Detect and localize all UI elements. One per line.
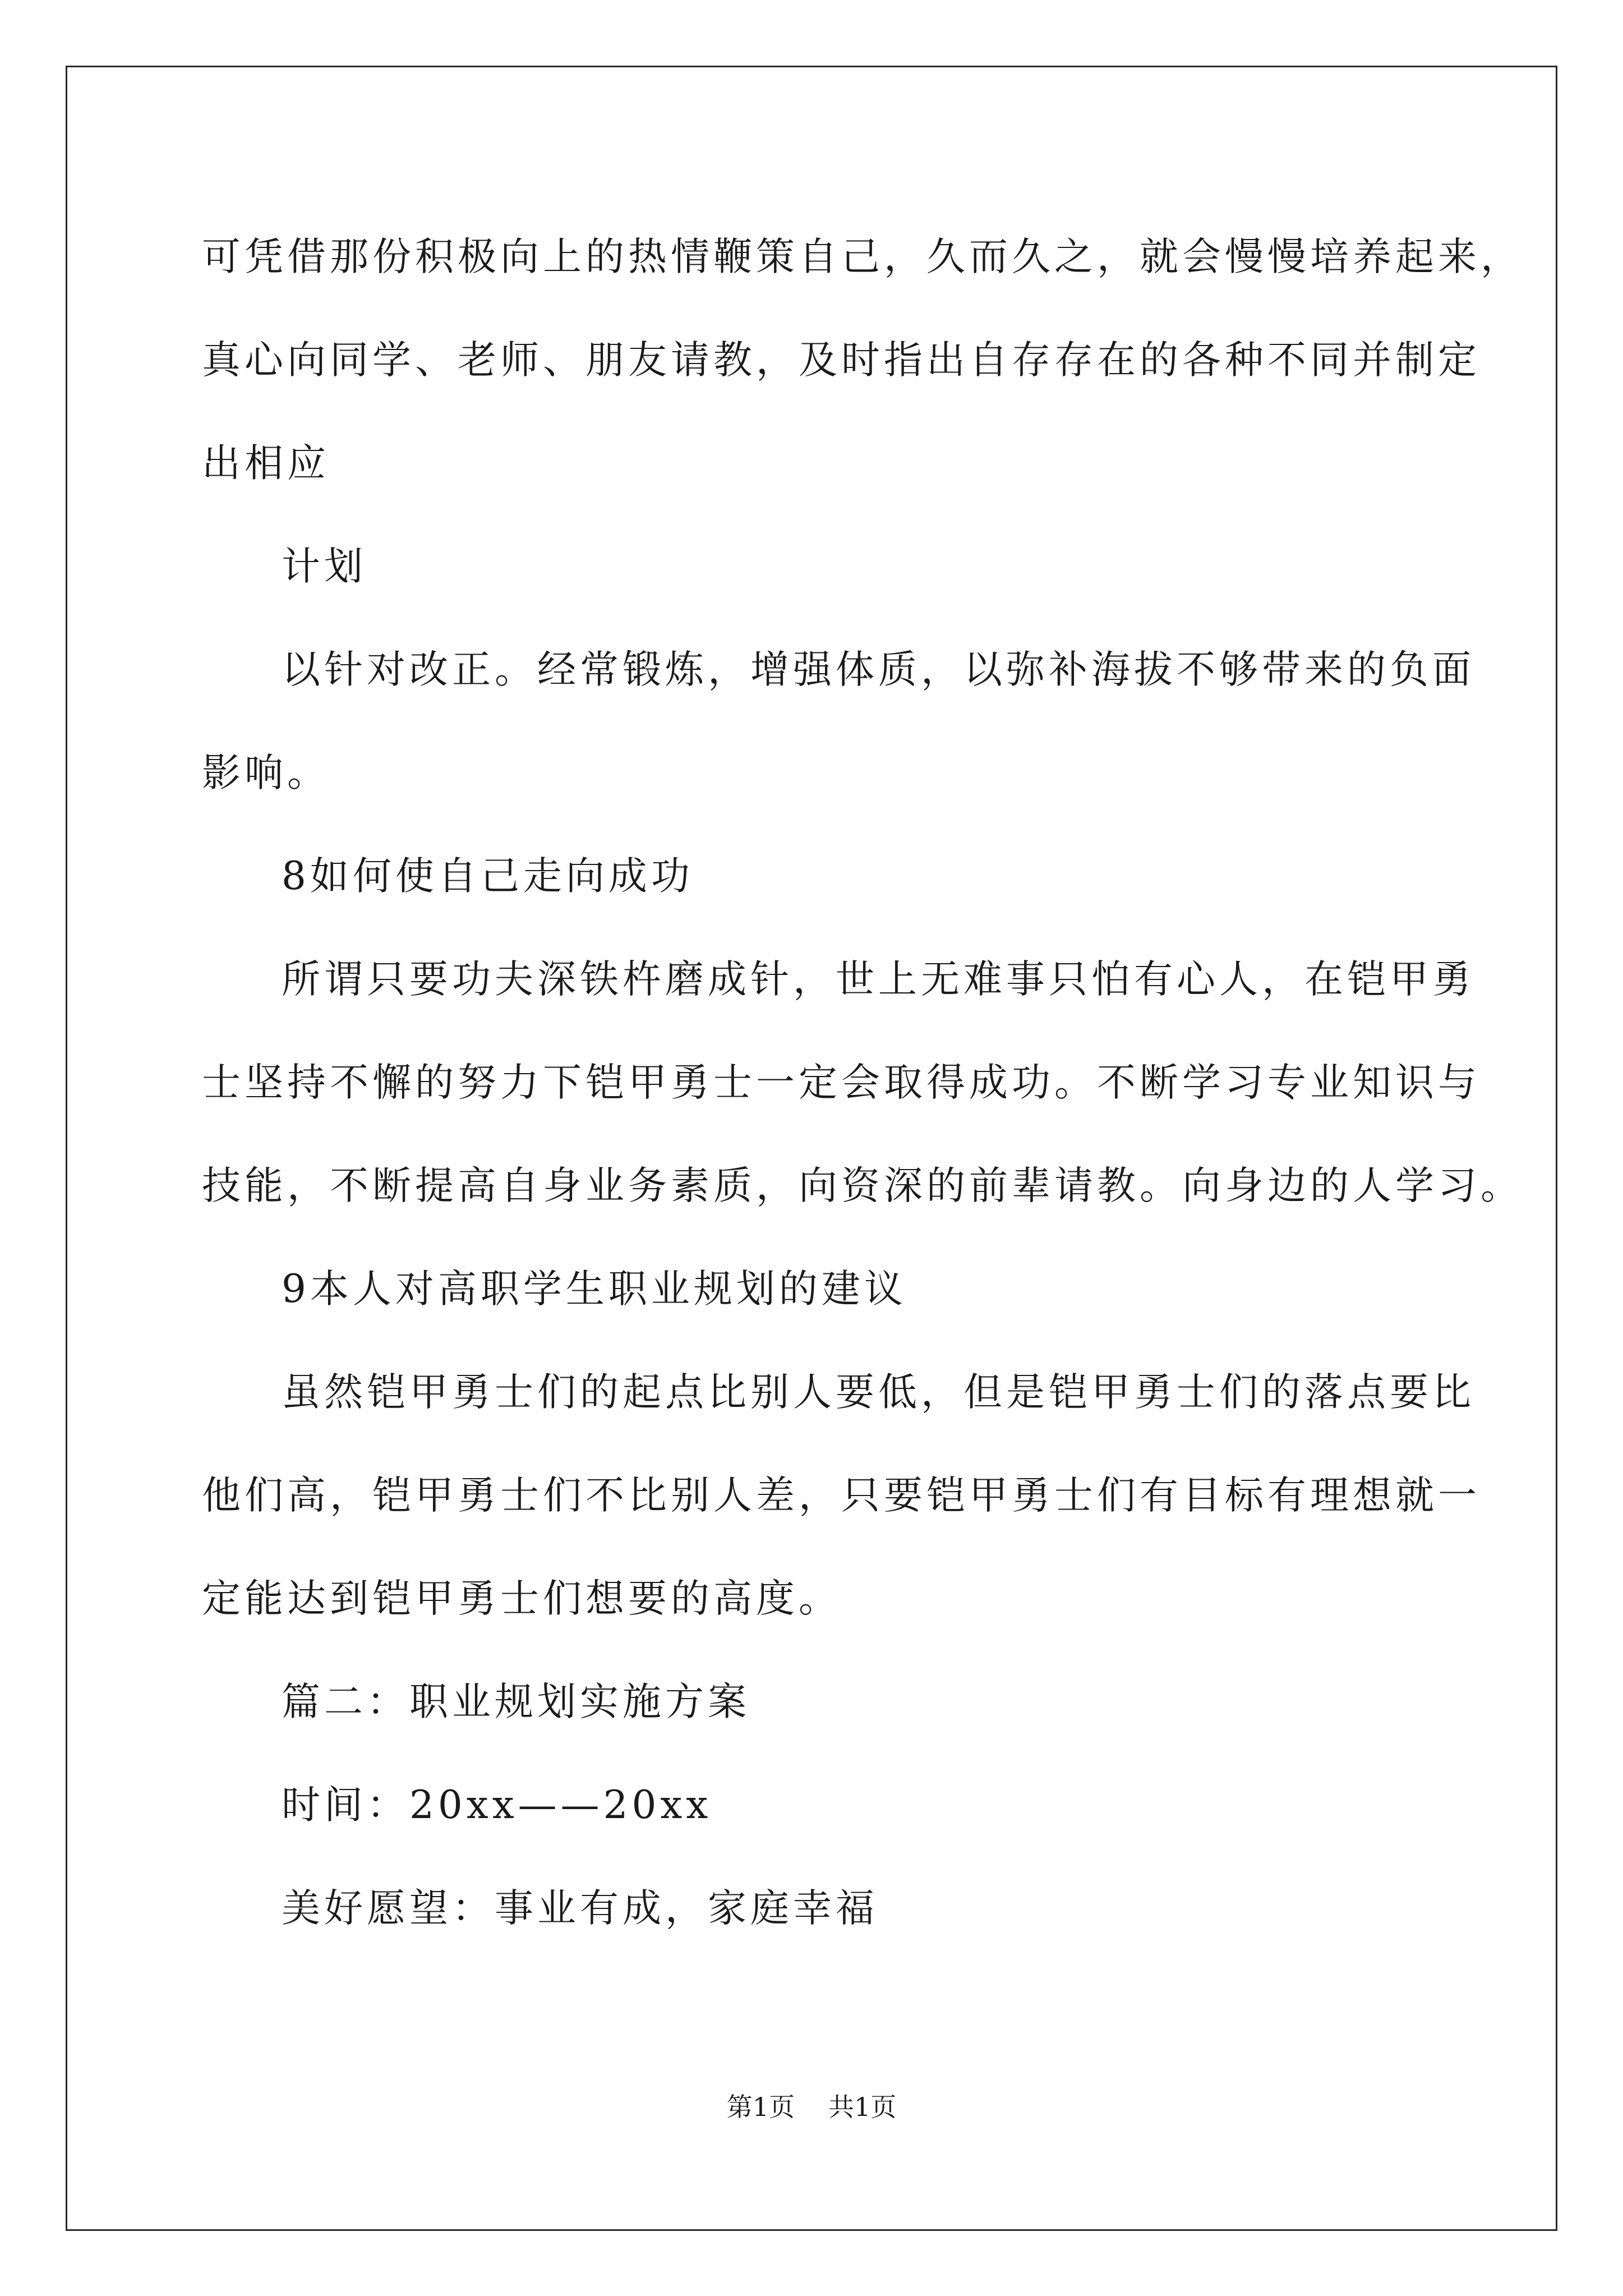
body-line: 时间：20xx——20xx bbox=[282, 1783, 712, 1828]
body-line: 他们高，铠甲勇士们不比别人差，只要铠甲勇士们有目标有理想就一 bbox=[202, 1473, 1481, 1518]
body-line: 定能达到铠甲勇士们想要的高度。 bbox=[202, 1576, 841, 1621]
body-line: 出相应 bbox=[202, 441, 330, 486]
body-line: 计划 bbox=[282, 544, 367, 589]
body-line: 虽然铠甲勇士们的起点比别人要低，但是铠甲勇士们的落点要比 bbox=[282, 1370, 1475, 1415]
section-heading: 9本人对高职学生职业规划的建议 bbox=[282, 1267, 907, 1312]
body-line: 可凭借那份积极向上的热情鞭策自己，久而久之，就会慢慢培养起来， bbox=[202, 234, 1523, 279]
body-line: 以针对改正。经常锻炼，增强体质，以弥补海拔不够带来的负面 bbox=[282, 647, 1475, 692]
page-number: 第1页 bbox=[726, 2092, 795, 2122]
page-footer bbox=[0, 2090, 1623, 2124]
body-line: 影响。 bbox=[202, 751, 330, 795]
page-count: 共1页 bbox=[828, 2092, 897, 2122]
section-heading: 篇二：职业规划实施方案 bbox=[282, 1680, 750, 1724]
body-line: 技能，不断提高自身业务素质，向资深的前辈请教。向身边的人学习。 bbox=[202, 1163, 1523, 1208]
body-line: 所谓只要功夫深铁杵磨成针，世上无难事只怕有心人，在铠甲勇 bbox=[282, 957, 1475, 1002]
body-line: 美好愿望：事业有成，家庭幸福 bbox=[282, 1886, 878, 1931]
body-line: 士坚持不懈的努力下铠甲勇士一定会取得成功。不断学习专业知识与 bbox=[202, 1060, 1481, 1105]
body-line: 真心向同学、老师、朋友请教，及时指出自存存在的各种不同并制定 bbox=[202, 338, 1481, 383]
section-heading: 8如何使自己走向成功 bbox=[282, 854, 694, 899]
